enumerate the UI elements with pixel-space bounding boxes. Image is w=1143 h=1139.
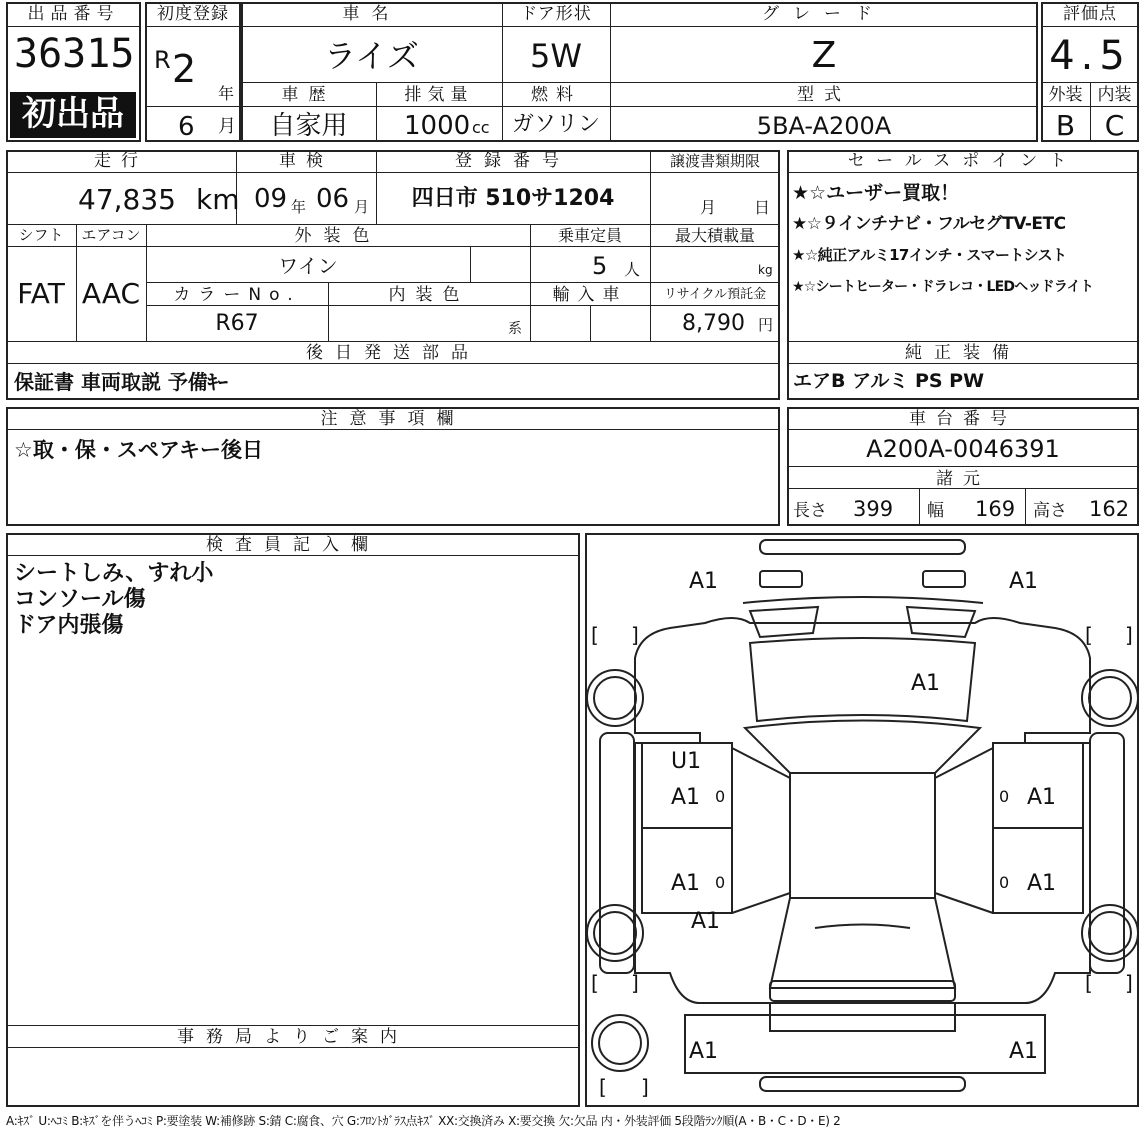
history-value: 自家用 (269, 111, 348, 141)
interior-label: 内装 (1097, 85, 1132, 105)
mileage-label: 走行 (94, 151, 148, 171)
plate-value: 四日市 510サ1204 (411, 186, 615, 211)
month-value: 6 (178, 112, 195, 142)
damage-mark-front-right: A1 (1009, 569, 1039, 594)
transfer-month-unit: 月 (700, 198, 717, 217)
bracket-close: ] (641, 1075, 649, 1099)
damage-mark-right-front-door: A1 (1027, 785, 1057, 810)
grade-label: グレード (762, 4, 886, 24)
office-label: 事務局よりご案内 (177, 1027, 409, 1047)
plate-label: 登録番号 (455, 151, 571, 171)
chassis-label: 車台番号 (909, 409, 1017, 429)
shift-label: シフト (18, 226, 64, 244)
model-label: 型式 (797, 85, 851, 105)
lot-number: 36315 (14, 31, 135, 77)
fuel-value: ガソリン (511, 112, 600, 137)
height-label: 高さ (1033, 501, 1067, 521)
first-listing-badge: 初出品 (10, 92, 136, 138)
inspector-label: 検査員記入欄 (206, 535, 380, 555)
car-name-label: 車名 (342, 4, 401, 24)
bracket-close: ] (1125, 623, 1133, 647)
inspection-month-unit: 月 (354, 198, 370, 216)
damage-mark-rear-left: A1 (689, 1039, 719, 1064)
shift-value: FAT (17, 277, 65, 310)
damage-mark-front-left: A1 (689, 569, 719, 594)
score-value: 4.5 (1049, 33, 1131, 79)
interior-grade: C (1104, 109, 1125, 142)
max-load-label: 最大積載量 (674, 226, 755, 245)
inspector-line: ドア内張傷 (14, 613, 124, 638)
displacement-label: 排気量 (404, 85, 474, 105)
zero-mark: 0 (715, 787, 726, 806)
door-label: ドア形状 (520, 4, 592, 24)
ac-value: AAC (81, 277, 141, 310)
era-label: R (154, 46, 171, 74)
zero-mark: 0 (715, 873, 726, 892)
max-load-unit: kg (758, 263, 773, 277)
car-name: ライズ (324, 37, 419, 75)
displacement-unit: cc (472, 118, 490, 137)
sales-points-section (787, 150, 1139, 402)
damage-mark-rear-right: A1 (1009, 1039, 1039, 1064)
int-color-label: 内装色 (388, 285, 470, 305)
bracket-close: ] (631, 623, 639, 647)
sales-point-item: ★☆シートヒーター・ドラレコ・LEDヘッドライト (792, 279, 1094, 295)
transfer-day-unit: 日 (754, 198, 771, 217)
inspector-line: コンソール傷 (14, 587, 146, 612)
damage-mark-hood: A1 (911, 671, 941, 696)
mileage-value: 47,835 (78, 183, 176, 216)
color-no-label: カラーNo. (173, 285, 301, 305)
legend-text: A:ｷｽﾞ U:ﾍｺﾐ B:ｷｽﾞを伴うﾍｺﾐ P:要塗装 W:補修跡 S:錆 C:腐食、穴 G:ﾌﾛﾝﾄｶﾞﾗｽ点ｷｽﾞ XX:交換済み X:要交換 欠:欠品 内・外装評価 5段階ﾗﾝｸ順(A・B・C・D・E) 2 (6, 1114, 841, 1128)
score-label: 評価点 (1063, 4, 1117, 24)
year-value: 2 (172, 47, 197, 91)
sales-point-item: ★☆ユーザー買取！ (792, 182, 960, 204)
recycle-label: リサイクル預託金 (663, 287, 767, 302)
equipment-label: 純正装備 (905, 343, 1021, 363)
lot-number-label: 出品番号 (27, 4, 120, 24)
year-unit: 年 (218, 84, 235, 103)
recycle-value: 8,790 (682, 311, 745, 336)
chassis-value: A200A-0046391 (866, 435, 1060, 463)
inspection-year: 09 (254, 184, 288, 214)
history-label: 車歴 (281, 85, 336, 105)
inspector-line: シートしみ、すれ小 (14, 561, 214, 586)
door-value: 5W (530, 37, 582, 75)
zero-mark: 0 (999, 787, 1010, 806)
length-value: 399 (853, 497, 894, 521)
bracket-open: [ (1085, 971, 1093, 995)
damage-mark-left-front-door-dent: U1 (671, 749, 702, 774)
sales-point-item: ★☆９インチナビ・フルセグTV-ETC (792, 214, 1066, 234)
first-registration-label: 初度登録 (157, 4, 229, 24)
notes-value: ☆取・保・スペアキー後日 (14, 438, 263, 462)
inspector-section (6, 533, 580, 1108)
int-color-suffix: 系 (508, 321, 522, 337)
bracket-open: [ (591, 623, 599, 647)
damage-mark-left-rear-door: A1 (671, 871, 701, 896)
fuel-label: 燃料 (531, 85, 581, 105)
width-label: 幅 (927, 501, 944, 521)
mileage-unit: km (196, 183, 240, 216)
capacity-value: 5 (592, 252, 608, 280)
notes-section (6, 407, 780, 527)
capacity-label: 乗車定員 (557, 226, 622, 245)
equipment-value: エアB アルミ PS PW (793, 370, 985, 392)
bracket-close: ] (631, 971, 639, 995)
damage-mark-right-rear-door: A1 (1027, 871, 1057, 896)
damage-mark-left-front-door: A1 (671, 785, 701, 810)
bracket-open: [ (599, 1075, 607, 1099)
capacity-unit: 人 (624, 260, 641, 279)
model-value: 5BA-A200A (756, 112, 892, 140)
damage-mark-left-rear-fender: A1 (691, 909, 721, 934)
bracket-close: ] (1125, 971, 1133, 995)
height-value: 162 (1089, 497, 1130, 521)
length-label: 長さ (793, 501, 827, 521)
exterior-grade: B (1055, 109, 1076, 142)
grade-value: Z (811, 35, 837, 76)
bracket-open: [ (1085, 623, 1093, 647)
ext-color-label: 外装色 (294, 226, 382, 246)
later-parts-label: 後日発送部品 (306, 343, 480, 363)
exterior-label: 外装 (1048, 85, 1083, 105)
sales-points-label: セールスポイント (847, 151, 1079, 171)
color-no-value: R67 (215, 311, 259, 336)
inspection-label: 車検 (279, 151, 333, 171)
ext-color-value: ワイン (278, 254, 338, 278)
recycle-unit: 円 (758, 316, 774, 334)
month-unit: 月 (218, 116, 236, 137)
displacement-value: 1000 (404, 111, 471, 141)
car-diagram (585, 533, 1139, 1108)
ac-label: エアコン (81, 226, 141, 244)
inspection-year-unit: 年 (291, 198, 307, 216)
transfer-label: 譲渡書類期限 (669, 152, 760, 170)
later-parts-value: 保証書 車両取説 予備ｷｰ (14, 370, 228, 394)
bracket-open: [ (591, 971, 599, 995)
inspection-month: 06 (316, 184, 350, 214)
zero-mark: 0 (999, 873, 1010, 892)
chassis-section (787, 407, 1139, 527)
notes-label: 注意事項欄 (320, 409, 466, 429)
specs-label: 諸元 (936, 469, 990, 489)
car-outline (585, 533, 1139, 1107)
sales-point-item: ★☆純正アルミ17インチ・スマートシスト (792, 246, 1067, 264)
import-label: 輸入車 (552, 285, 628, 305)
vehicle-detail-section (6, 150, 780, 402)
top-section (6, 2, 1139, 144)
width-value: 169 (975, 497, 1016, 521)
